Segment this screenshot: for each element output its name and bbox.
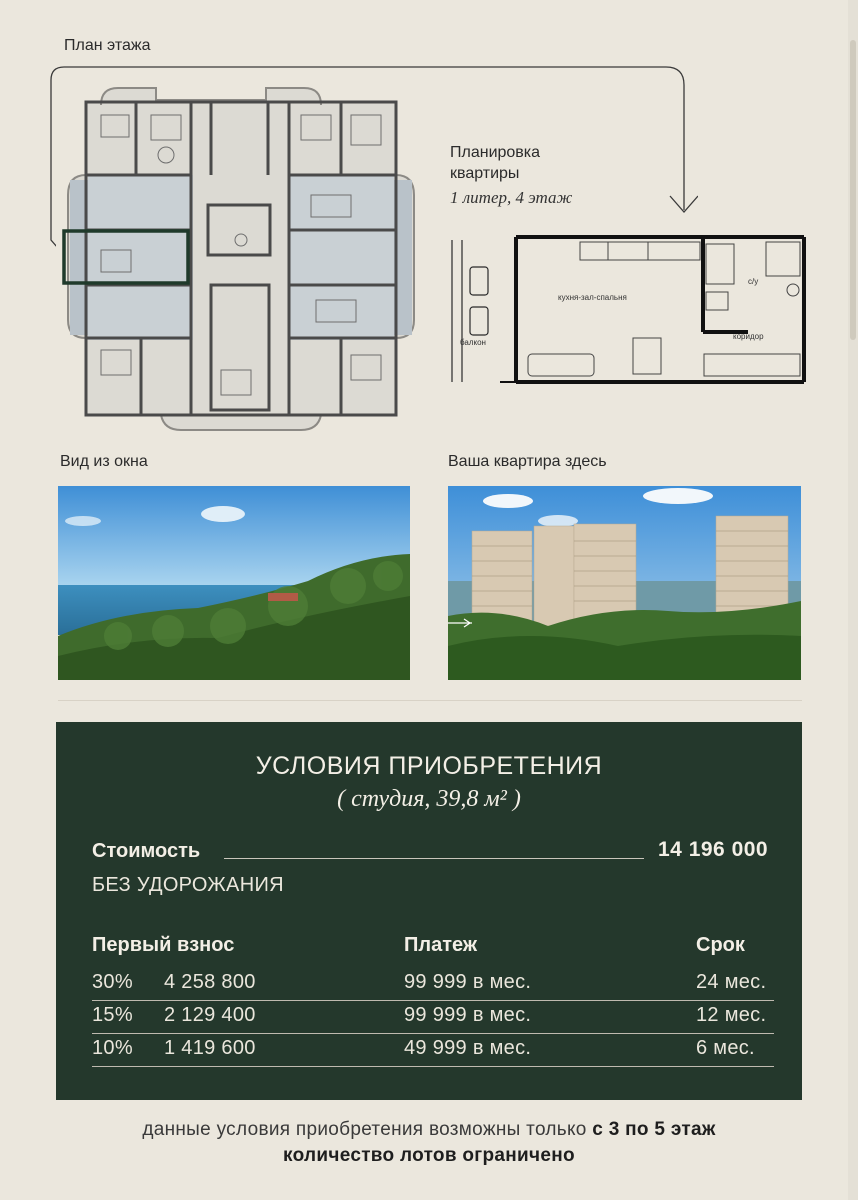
row-amount: 1 419 600: [164, 1037, 256, 1059]
row-payment: 99 999 в мес.: [404, 971, 532, 993]
scrollbar-thumb[interactable]: [850, 40, 856, 340]
cost-value: 14 196 000: [658, 838, 769, 861]
footer-note-text: данные условия приобретения возможны только: [142, 1119, 593, 1140]
row-amount: 2 129 400: [164, 1004, 256, 1026]
apartment-plan-label-line1: Планировка: [450, 144, 541, 161]
room-bath: с/у: [748, 277, 759, 286]
table-row: [92, 967, 774, 1001]
footer-note: [0, 1119, 858, 1141]
purchase-conditions-panel: [56, 722, 802, 1100]
sea-view-photo: [58, 486, 410, 680]
building-label: Ваша квартира здесь: [448, 453, 607, 470]
room-main: кухня-зал-спальня: [558, 293, 627, 302]
row-percent: 15%: [92, 1004, 133, 1026]
header-first-payment: Первый взнос: [92, 934, 235, 956]
complex-photo: [448, 486, 801, 680]
floor-plan-drawing: [56, 80, 426, 435]
room-balcony: балкон: [460, 338, 486, 347]
conditions-subtitle: ( студия, 39,8 м² ): [337, 786, 521, 812]
header-term: Срок: [696, 934, 745, 956]
row-payment: 49 999 в мес.: [404, 1037, 532, 1059]
row-percent: 10%: [92, 1037, 133, 1059]
apartment-plan-sublabel: 1 литер, 4 этаж: [450, 188, 573, 207]
room-corridor: коридор: [733, 332, 764, 341]
row-term: 12 мес.: [696, 1004, 767, 1026]
row-amount: 4 258 800: [164, 971, 256, 993]
row-percent: 30%: [92, 971, 133, 993]
footer-limited: количество лотов ограничено: [283, 1145, 575, 1166]
section-divider: [58, 700, 802, 701]
conditions-title: УСЛОВИЯ ПРИОБРЕТЕНИЯ: [255, 752, 603, 780]
scrollbar[interactable]: [848, 0, 858, 1200]
floor-plan-label: План этажа: [64, 37, 151, 54]
table-row: [92, 1033, 774, 1067]
apartment-plan-label: [450, 142, 540, 184]
view-label: Вид из окна: [60, 453, 148, 470]
apartment-plan-drawing: [448, 232, 808, 387]
cost-leader-line: [224, 858, 644, 859]
row-term: 24 мес.: [696, 971, 767, 993]
row-payment: 99 999 в мес.: [404, 1004, 532, 1026]
cost-label: Стоимость: [92, 840, 201, 862]
table-row: [92, 1000, 774, 1034]
apartment-plan-label-line2: квартиры: [450, 165, 520, 182]
cost-note: БЕЗ УДОРОЖАНИЯ: [92, 874, 284, 896]
row-term: 6 мес.: [696, 1037, 755, 1059]
footer-floors: с 3 по 5 этаж: [592, 1119, 716, 1140]
header-payment: Платеж: [404, 934, 478, 956]
